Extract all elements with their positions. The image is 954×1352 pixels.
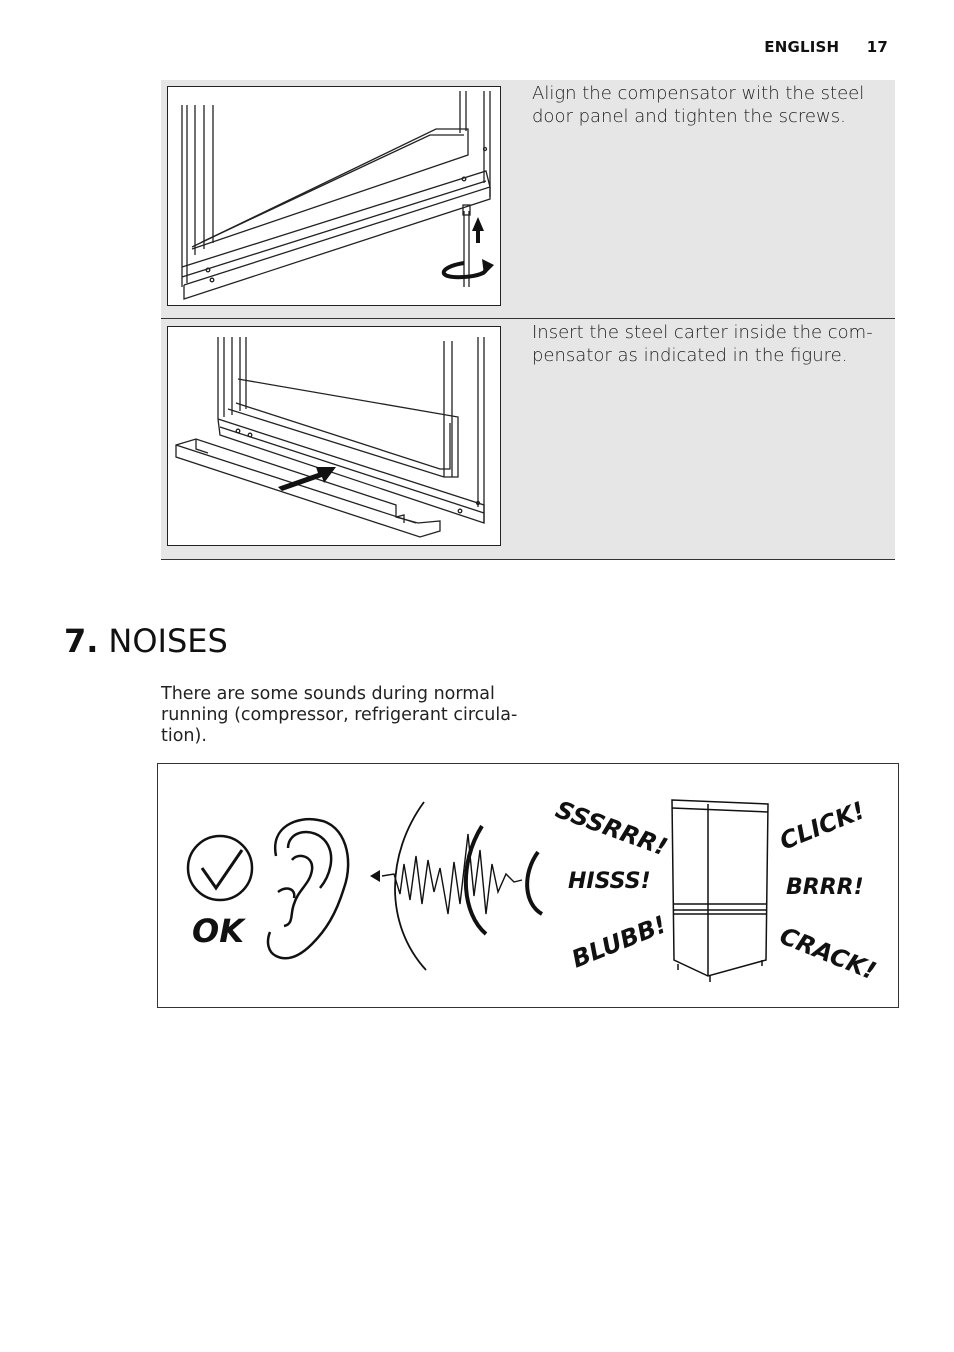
step-text-line: door panel and tighten the screws. [532, 106, 846, 127]
steel-carter-illustration [168, 327, 502, 547]
page-header [764, 38, 888, 56]
section-heading [64, 622, 228, 660]
sound-click: CLICK! [775, 796, 869, 856]
step-instruction-text [532, 321, 877, 367]
sound-sssrrr: SSSRRR! [551, 795, 672, 862]
door-compensator-illustration [168, 87, 502, 307]
step-instruction-text [532, 82, 877, 128]
fridge-icon [672, 800, 768, 982]
figure-align-compensator [167, 86, 501, 306]
step-text-line: Align the compensator with the steel [532, 83, 865, 104]
sound-blubb: BLUBB! [567, 910, 671, 974]
installation-steps [161, 80, 895, 560]
sound-hisss: HISSS! [568, 869, 651, 894]
paragraph-line: tion). [161, 726, 207, 746]
figure-insert-carter [167, 326, 501, 546]
step-row-insert-carter [161, 319, 895, 560]
sound-crack: CRACK! [775, 921, 880, 986]
paragraph-line: running (compressor, refrigerant circula- [161, 705, 518, 725]
sound-brrr: BRRR! [786, 875, 864, 900]
check-circle-icon [188, 836, 252, 900]
step-text-line: Insert the steel carter inside the com- [532, 322, 873, 343]
paragraph-line: There are some sounds during normal [161, 684, 495, 704]
header-language: ENGLISH [764, 38, 840, 56]
ok-label: OK [192, 912, 244, 950]
noises-paragraph [161, 684, 517, 747]
section-title: NOISES [108, 622, 228, 660]
noises-illustration [158, 764, 898, 1007]
section-number: 7. [64, 622, 99, 660]
sound-wave-icon [370, 802, 542, 970]
ear-icon [268, 819, 348, 958]
step-row-align-compensator [161, 80, 895, 319]
step-text-line: pensator as indicated in the figure. [532, 345, 848, 366]
noises-figure [157, 763, 899, 1008]
page-number: 17 [866, 38, 888, 56]
